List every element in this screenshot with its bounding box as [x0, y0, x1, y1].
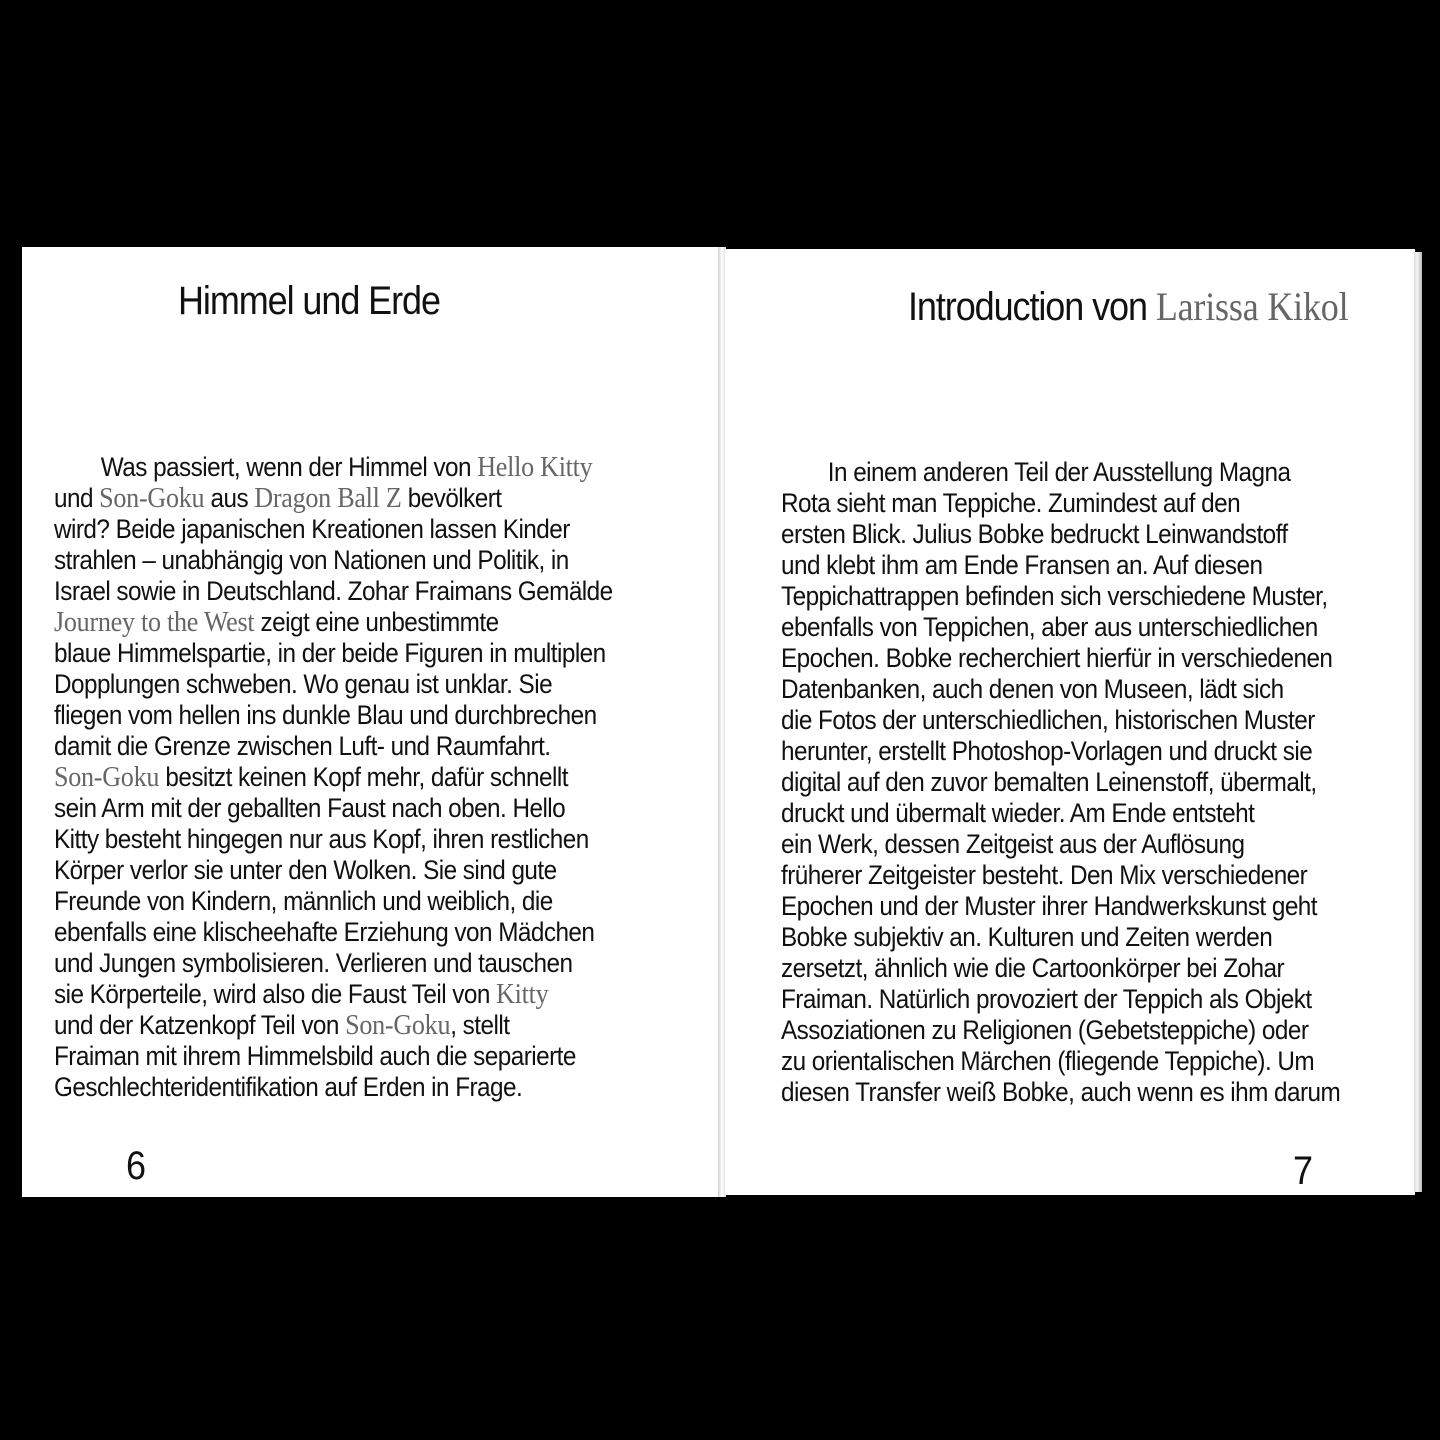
text-run: diesen Transfer weiß Bobke, auch wenn es ihm darum: [781, 1077, 1341, 1107]
text-run: damit die Grenze zwischen Luft- und Raumfahrt.: [54, 731, 551, 761]
text-run: Assoziationen zu Religionen (Gebetsteppiche) oder: [781, 1015, 1309, 1045]
text-run: Rota sieht man Teppiche. Zumindest auf den: [781, 488, 1241, 518]
text-run: Datenbanken, auch denen von Museen, lädt sich: [781, 674, 1284, 704]
title-reference: Son-Goku: [345, 1009, 451, 1041]
text-run: sein Arm mit der geballten Faust nach oben. Hello: [54, 793, 566, 823]
text-run: und klebt ihm am Ende Fransen an. Auf diesen: [781, 550, 1263, 580]
text-line: [54, 948, 613, 979]
text-run: Kitty besteht hingegen nur aus Kopf, ihren restlichen: [54, 824, 589, 854]
text-run: ersten Blick. Julius Bobke bedruckt Leinwandstoff: [781, 519, 1288, 549]
text-run: die Fotos der unterschiedlichen, historischen Muster: [781, 705, 1315, 735]
text-run: Was passiert, wenn der Himmel von: [100, 452, 478, 482]
left-page-number: 6: [126, 1144, 146, 1188]
left-page-body: [54, 452, 613, 1103]
text-run: Fraiman mit ihrem Himmelsbild auch die separierte: [54, 1041, 576, 1071]
text-line: [781, 581, 1340, 612]
text-line: [781, 1077, 1340, 1108]
text-line: [54, 762, 613, 793]
text-line: [54, 545, 613, 576]
text-line: [54, 793, 613, 824]
text-run: und Jungen symbolisieren. Verlieren und tauschen: [54, 948, 573, 978]
text-line: [781, 798, 1340, 829]
text-line: [781, 519, 1340, 550]
text-line: [781, 767, 1340, 798]
text-line: [781, 891, 1340, 922]
text-line: [781, 488, 1340, 519]
text-line: [781, 829, 1340, 860]
text-line: [54, 979, 613, 1010]
title-reference: Son-Goku: [99, 482, 205, 514]
text-run: druckt und übermalt wieder. Am Ende entsteht: [781, 798, 1255, 828]
page-stack-edge: [1414, 252, 1422, 1192]
text-run: Bobke subjektiv an. Kulturen und Zeiten werden: [781, 922, 1273, 952]
text-line: [54, 1072, 613, 1103]
text-run: und: [54, 483, 100, 513]
text-run: Epochen. Bobke recherchiert hierfür in verschiedenen: [781, 643, 1333, 673]
text-line: [54, 731, 613, 762]
text-line: [781, 736, 1340, 767]
text-line: [781, 612, 1340, 643]
text-run: zersetzt, ähnlich wie die Cartoonkörper bei Zohar: [781, 953, 1285, 983]
text-line: [781, 550, 1340, 581]
right-page-title-text: Introduction von: [908, 285, 1147, 329]
text-run: bevölkert: [401, 483, 502, 513]
text-run: zu orientalischen Märchen (fliegende Teppiche). Um: [781, 1046, 1315, 1076]
text-line: [54, 669, 613, 700]
text-line: [54, 576, 613, 607]
text-run: Körper verlor sie unter den Wolken. Sie sind gute: [54, 855, 557, 885]
text-line: [54, 855, 613, 886]
text-line: [54, 1010, 613, 1041]
text-line: [781, 984, 1340, 1015]
text-line: [54, 638, 613, 669]
text-run: ein Werk, dessen Zeitgeist aus der Auflösung: [781, 829, 1245, 859]
text-line: [54, 824, 613, 855]
text-run: sie Körperteile, wird also die Faust Teil von: [54, 979, 497, 1009]
text-line: [781, 860, 1340, 891]
title-reference: Dragon Ball Z: [254, 482, 402, 514]
text-run: In einem anderen Teil der Ausstellung Magna: [827, 457, 1291, 487]
text-run: Fraiman. Natürlich provoziert der Teppich als Objekt: [781, 984, 1312, 1014]
right-page: [725, 249, 1415, 1195]
text-run: blaue Himmelspartie, in der beide Figuren in multiplen: [54, 638, 606, 668]
text-run: wird? Beide japanischen Kreationen lassen Kinder: [54, 514, 570, 544]
text-run: aus: [204, 483, 255, 513]
text-run: Epochen und der Muster ihrer Handwerkskunst geht: [781, 891, 1317, 921]
text-line: [781, 922, 1340, 953]
text-line: [781, 457, 1340, 488]
text-run: fliegen vom hellen ins dunkle Blau und durchbrechen: [54, 700, 597, 730]
text-run: und der Katzenkopf Teil von: [54, 1010, 346, 1040]
text-line: [54, 514, 613, 545]
left-page-title: Himmel und Erde: [178, 279, 440, 323]
text-line: [781, 1046, 1340, 1077]
text-run: Freunde von Kindern, männlich und weiblich, die: [54, 886, 553, 916]
text-run: Geschlechteridentifikation auf Erden in Frage.: [54, 1072, 523, 1102]
text-line: [54, 1041, 613, 1072]
text-line: [781, 674, 1340, 705]
right-page-number: 7: [1293, 1149, 1313, 1193]
text-line: [54, 886, 613, 917]
right-page-author: Larissa Kikol: [1155, 284, 1349, 329]
title-reference: Kitty: [496, 978, 549, 1010]
title-reference: Hello Kitty: [477, 451, 593, 483]
text-line: [54, 452, 613, 483]
text-run: besitzt keinen Kopf mehr, dafür schnellt: [159, 762, 568, 792]
text-run: Israel sowie in Deutschland. Zohar Fraimans Gemälde: [54, 576, 613, 606]
text-run: Teppichattrappen befinden sich verschiedene Muster,: [781, 581, 1328, 611]
text-run: herunter, erstellt Photoshop-Vorlagen und druckt sie: [781, 736, 1313, 766]
right-page-body: [781, 457, 1340, 1108]
text-run: , stellt: [450, 1010, 510, 1040]
text-line: [54, 917, 613, 948]
text-line: [781, 1015, 1340, 1046]
text-line: [54, 700, 613, 731]
text-run: ebenfalls eine klischeehafte Erziehung von Mädchen: [54, 917, 595, 947]
text-line: [54, 483, 613, 514]
text-line: [781, 705, 1340, 736]
text-run: früherer Zeitgeister besteht. Den Mix verschiedener: [781, 860, 1308, 890]
title-reference: Son-Goku: [54, 761, 160, 793]
text-run: Dopplungen schweben. Wo genau ist unklar. Sie: [54, 669, 553, 699]
text-line: [781, 643, 1340, 674]
text-run: strahlen – unabhängig von Nationen und Politik, in: [54, 545, 569, 575]
title-reference: Journey to the West: [54, 606, 255, 638]
text-line: [781, 953, 1340, 984]
text-run: ebenfalls von Teppichen, aber aus unterschiedlichen: [781, 612, 1318, 642]
left-page: [22, 247, 719, 1197]
right-page-title: [908, 283, 1348, 330]
text-run: zeigt eine unbestimmte: [254, 607, 499, 637]
text-run: digital auf den zuvor bemalten Leinenstoff, übermalt,: [781, 767, 1317, 797]
text-line: [54, 607, 613, 638]
